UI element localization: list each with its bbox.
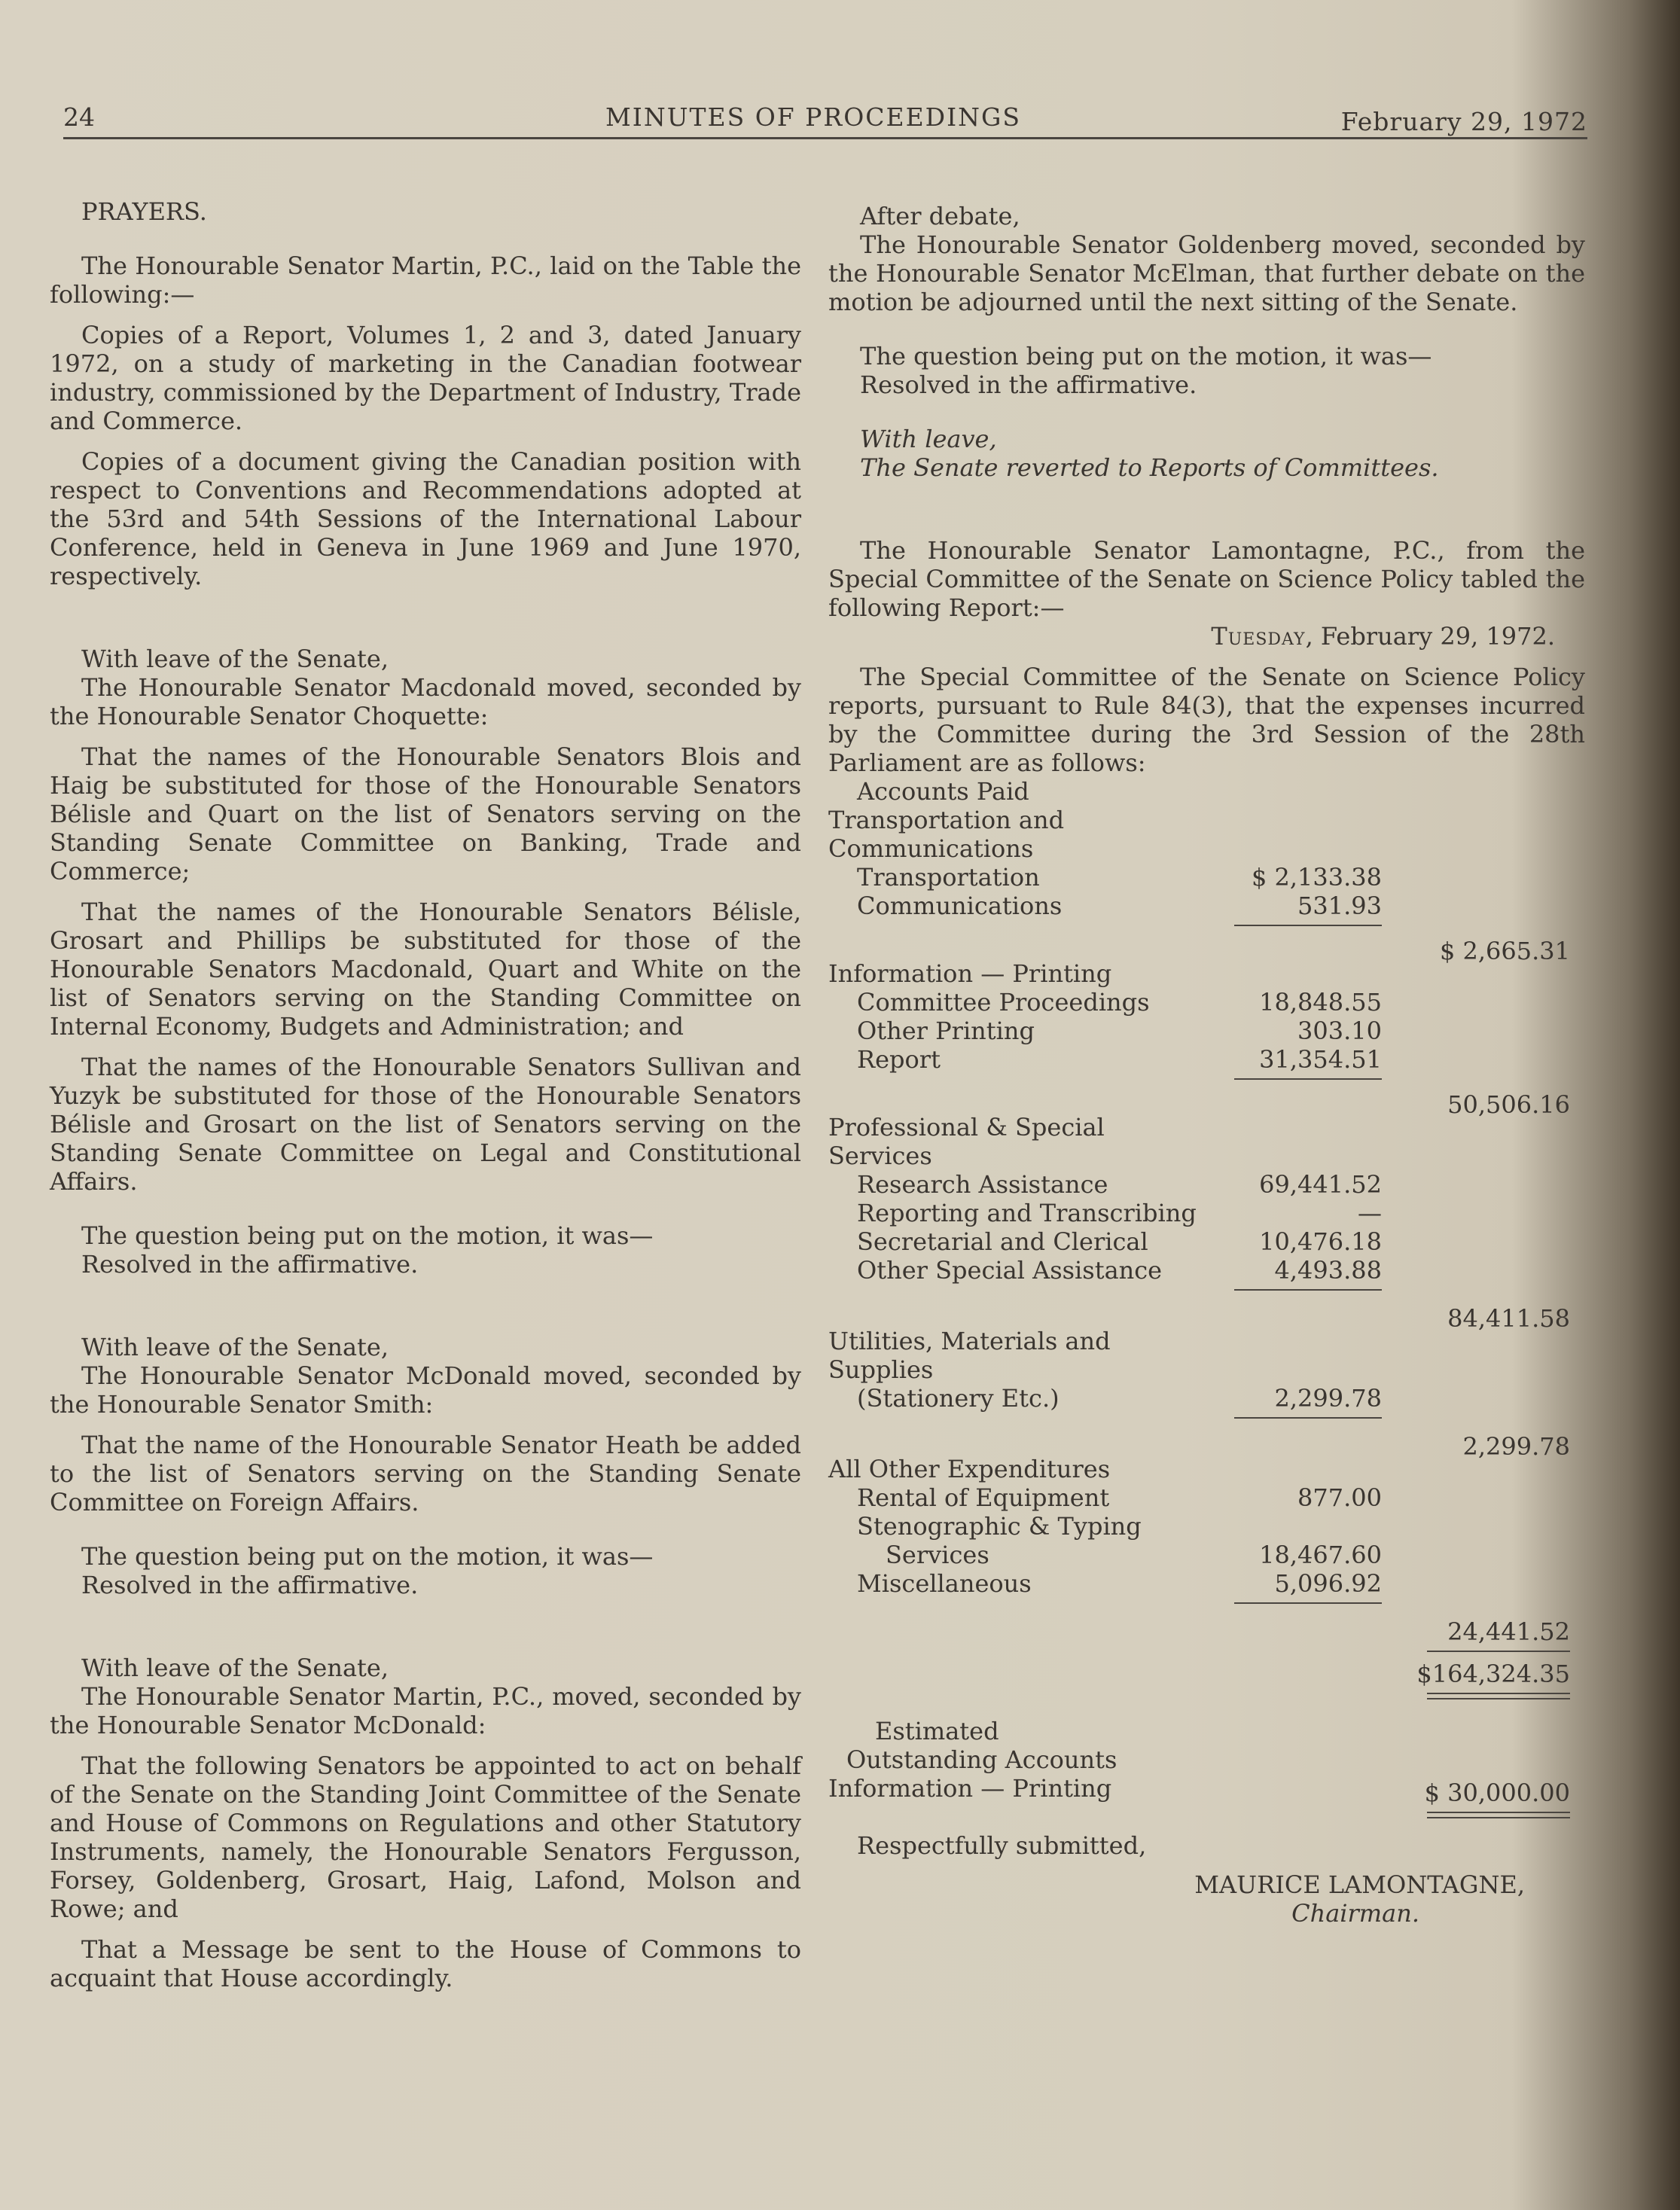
- item-label: Communications: [857, 892, 1063, 920]
- resolution-line: Resolved in the affirmative.: [81, 1571, 419, 1599]
- item-label: (Stationery Etc.): [857, 1384, 1060, 1413]
- item-amount: 2,299.78: [1274, 1384, 1382, 1413]
- item-amount: 10,476.18: [1259, 1227, 1382, 1256]
- page-number: 24: [63, 102, 95, 132]
- group-label: Information — Printing: [828, 959, 1112, 988]
- item-amount: 531.93: [1297, 892, 1382, 920]
- paragraph: Copies of a Report, Volumes 1, 2 and 3, dated January 1972, on a study of marketing in the Canadian footwear industry, commissioned by the Department of Industry, Trade and Commerce.: [50, 321, 801, 435]
- item-amount: 18,848.55: [1259, 988, 1382, 1017]
- item-label: Secretarial and Clerical: [857, 1227, 1148, 1256]
- group-label: Utilities, Materials and: [828, 1327, 1111, 1355]
- signer-name: MAURICE LAMONTAGNE,: [1194, 1870, 1525, 1899]
- estimate-double-rule: [1427, 1812, 1570, 1818]
- paragraph: That the name of the Honourable Senator Heath be added to the list of Senators serving on the Standing Senate Committee on Foreign Affairs.: [50, 1431, 801, 1517]
- group-label: All Other Expenditures: [828, 1455, 1111, 1483]
- item-label: Services: [886, 1541, 989, 1569]
- page-header: [63, 102, 1587, 139]
- paragraph: That the following Senators be appointed to act on behalf of the Senate on the Standing Joint Committee of the Senate and House of Commons on Regulations and other Statutory Instruments, namely, the Honourable Senators Fergusson, Forsey, Goldenberg, Grosart, Haig, Lafond, Molson and Rowe; and: [50, 1751, 801, 1923]
- paragraph: That the names of the Honourable Senators Sullivan and Yuzyk be substituted for those of the Honourable Senators Bélisle and Grosart on the list of Senators serving on the Standing Senate Committee on Legal and Constitutional Affairs.: [50, 1053, 801, 1196]
- item-label: Stenographic & Typing: [857, 1512, 1142, 1541]
- group-total: 50,506.16: [1447, 1090, 1570, 1119]
- group-label: Services: [828, 1142, 932, 1170]
- estimate-label: Information — Printing: [828, 1774, 1112, 1803]
- paragraph: Copies of a document giving the Canadian position with respect to Conventions and Recommendations adopted at the 53rd and 54th Sessions of the International Labour Conference, held in Geneva in June 1969 and June 1970, respectively.: [50, 447, 801, 590]
- estimate-label: Estimated: [875, 1717, 999, 1745]
- paragraph: The Honourable Senator Martin, P.C., moved, seconded by the Honourable Senator McDonald:: [50, 1682, 801, 1739]
- subtotal-rule: [1234, 1289, 1382, 1291]
- item-amount: 31,354.51: [1259, 1045, 1382, 1074]
- group-label: Professional & Special: [828, 1113, 1105, 1142]
- item-amount: 303.10: [1297, 1017, 1382, 1045]
- group-total: 2,299.78: [1462, 1432, 1570, 1461]
- group-total: $ 2,665.31: [1439, 937, 1570, 965]
- resolution-line: Resolved in the affirmative.: [860, 370, 1197, 399]
- item-amount: $ 2,133.38: [1251, 863, 1382, 892]
- item-amount: —: [1358, 1199, 1382, 1227]
- debate-line: After debate,: [860, 202, 1020, 230]
- paragraph: The Honourable Senator Macdonald moved, seconded by the Honourable Senator Choquette:: [50, 673, 801, 730]
- group-label: Supplies: [828, 1355, 934, 1384]
- paragraph: The Honourable Senator Martin, P.C., laid on the Table the following:—: [50, 251, 801, 309]
- group-total: 24,441.52: [1447, 1617, 1570, 1646]
- grand-total-rule: [1427, 1651, 1570, 1652]
- leave-line: With leave of the Senate,: [81, 1333, 389, 1361]
- left-column: [50, 197, 801, 1992]
- question-line: The question being put on the motion, it was—: [860, 342, 1432, 370]
- grand-total: $164,324.35: [1416, 1660, 1570, 1688]
- expense-table: [828, 777, 1585, 1876]
- signer-title: Chairman.: [1291, 1899, 1419, 1928]
- item-amount: 5,096.92: [1274, 1569, 1382, 1598]
- leave-line: With leave of the Senate,: [81, 645, 389, 673]
- paragraph: That the names of the Honourable Senators Bélisle, Grosart and Phillips be substituted for those of the Honourable Senators Macdonald, Quart and White on the list of Senators serving on the Standing Committee on Internal Economy, Budgets and Administration; and: [50, 898, 801, 1041]
- question-line: The question being put on the motion, it was—: [81, 1542, 654, 1571]
- report-dateline: Tuesday, February 29, 1972.: [1211, 622, 1555, 651]
- leave-line: With leave,: [860, 425, 997, 453]
- item-label: Miscellaneous: [857, 1569, 1032, 1598]
- paragraph: The Honourable Senator Goldenberg moved, seconded by the Honourable Senator McElman, that further debate on the motion be adjourned until the next sitting of the Senate.: [828, 230, 1585, 316]
- group-label: Communications: [828, 834, 1034, 863]
- closing-line: Respectfully submitted,: [857, 1831, 1147, 1860]
- item-label: Other Special Assistance: [857, 1256, 1163, 1285]
- item-label: Rental of Equipment: [857, 1483, 1110, 1512]
- paragraph: The Honourable Senator McDonald moved, seconded by the Honourable Senator Smith:: [50, 1361, 801, 1419]
- subtotal-rule: [1234, 1602, 1382, 1604]
- paragraph: The Special Committee of the Senate on Science Policy reports, pursuant to Rule 84(3), that the expenses incurred by the Committee during the 3rd Session of the 28th Parliament are as follows:: [828, 663, 1585, 777]
- right-column: [828, 202, 1585, 1928]
- item-amount: 4,493.88: [1274, 1256, 1382, 1285]
- estimate-total: $ 30,000.00: [1424, 1779, 1570, 1807]
- estimate-label: Outstanding Accounts: [846, 1745, 1117, 1774]
- reverted-line: The Senate reverted to Reports of Committees.: [860, 453, 1439, 482]
- paragraph: That the names of the Honourable Senators Blois and Haig be substituted for those of the Honourable Senators Bélisle and Quart on the list of Senators serving on the Standing Senate Committee on Banking, Trade and Commerce;: [50, 742, 801, 886]
- subtotal-rule: [1234, 1078, 1382, 1080]
- item-label: Committee Proceedings: [857, 988, 1150, 1017]
- paragraph: The Honourable Senator Lamontagne, P.C., from the Special Committee of the Senate on Science Policy tabled the following Report:—: [828, 536, 1585, 622]
- header-date: February 29, 1972: [1340, 107, 1587, 136]
- item-label: Research Assistance: [857, 1170, 1108, 1199]
- grand-total-double-rule: [1427, 1693, 1570, 1699]
- leave-line: With leave of the Senate,: [81, 1654, 389, 1682]
- item-label: Reporting and Transcribing: [857, 1199, 1197, 1227]
- item-amount: 18,467.60: [1259, 1541, 1382, 1569]
- subtotal-rule: [1234, 1417, 1382, 1419]
- running-title: MINUTES OF PROCEEDINGS: [605, 102, 1022, 132]
- paragraph: That a Message be sent to the House of Commons to acquaint that House accordingly.: [50, 1935, 801, 1992]
- group-total: 84,411.58: [1447, 1304, 1570, 1333]
- item-label: Report: [857, 1045, 941, 1074]
- group-label: Transportation and: [828, 806, 1065, 834]
- item-label: Transportation: [857, 863, 1040, 892]
- item-amount: 69,441.52: [1259, 1170, 1382, 1199]
- question-line: The question being put on the motion, it was—: [81, 1221, 654, 1250]
- item-amount: 877.00: [1297, 1483, 1382, 1512]
- subtotal-rule: [1234, 925, 1382, 926]
- item-label: Other Printing: [857, 1017, 1035, 1045]
- table-heading: Accounts Paid: [857, 777, 1029, 806]
- resolution-line: Resolved in the affirmative.: [81, 1250, 419, 1279]
- prayers-heading: PRAYERS.: [81, 197, 207, 226]
